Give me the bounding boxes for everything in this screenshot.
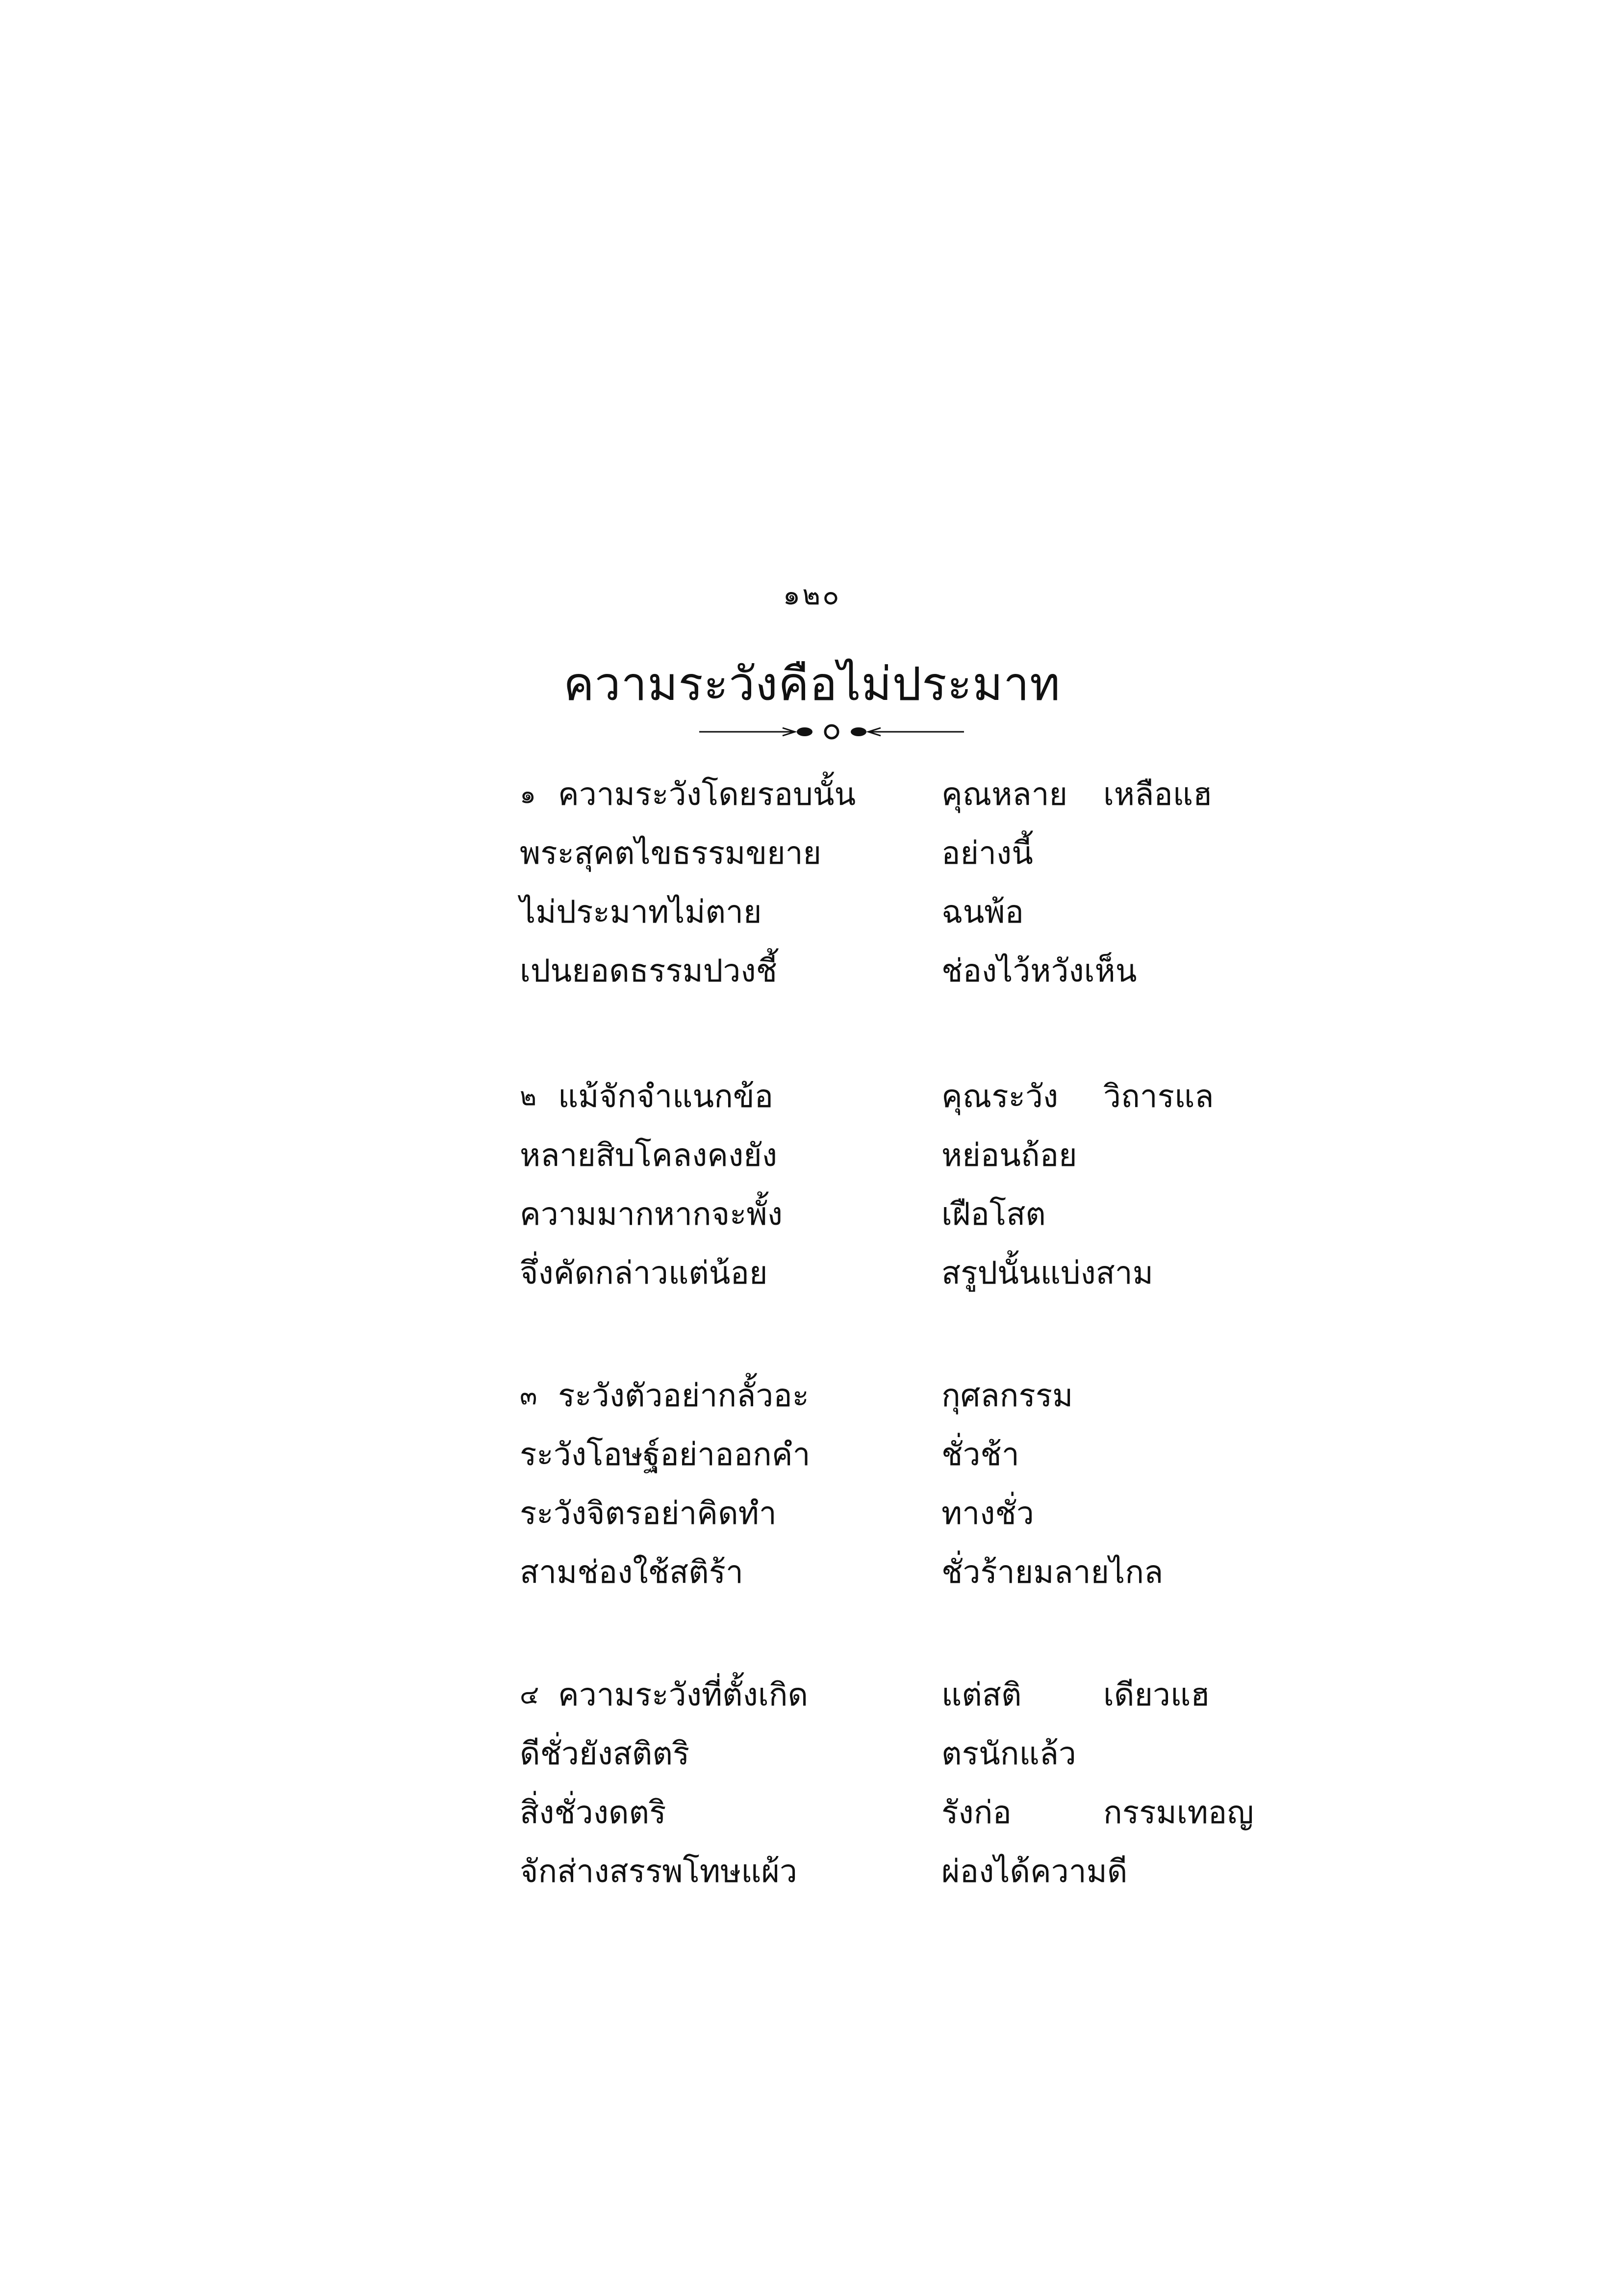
verse-line bbox=[520, 1067, 1255, 1126]
verse-line bbox=[520, 1425, 1255, 1484]
verse-right: ช่องไว้หวังเห็น bbox=[941, 953, 1137, 989]
verse-right: กุศลกรรม bbox=[941, 1378, 1073, 1414]
verse-left: ระวังโอษฐ์อย่าออกคำ bbox=[520, 1437, 811, 1473]
verse-line bbox=[520, 765, 1255, 824]
verse-line bbox=[520, 942, 1255, 1001]
verse-line bbox=[520, 1543, 1255, 1602]
stanza-number: ๔ bbox=[520, 1680, 539, 1710]
verse-left: ระวังจิตรอย่าคิดทำ bbox=[520, 1495, 777, 1532]
verse-left: สิ่งชั่วงดตริ bbox=[520, 1795, 666, 1831]
stanza-3 bbox=[520, 1366, 1255, 1602]
stanza-number: ๒ bbox=[520, 1082, 537, 1111]
verse-right: ชั่วร้ายมลายไกล bbox=[941, 1554, 1164, 1591]
page-number: ๑๒๐ bbox=[783, 579, 841, 611]
verse-line bbox=[520, 1783, 1255, 1842]
verse-left: จึ่งคัดกล่าวแต่น้อย bbox=[520, 1255, 768, 1291]
verse-right: เฝือโสต bbox=[941, 1196, 1046, 1233]
page-title: ความระวังคือไม่ประมาท bbox=[563, 658, 1061, 711]
verse-right: ผ่องได้ความดี bbox=[941, 1854, 1128, 1890]
verse-line bbox=[520, 1244, 1255, 1303]
verse-left: จักส่างสรรพโทษแผ้ว bbox=[520, 1854, 797, 1890]
verse-left: ความระวังโดยรอบนั้น bbox=[558, 776, 856, 813]
verse-right: หย่อนถ้อย bbox=[941, 1137, 1077, 1174]
verse-right: คุณระวัง bbox=[941, 1079, 1059, 1115]
verse-line bbox=[520, 1366, 1255, 1425]
stanza-4 bbox=[520, 1666, 1255, 1901]
verse-line bbox=[520, 1185, 1255, 1244]
verse-left: ความมากหากจะพั้ง bbox=[520, 1196, 783, 1233]
verse-line bbox=[520, 883, 1255, 942]
verse-right: ทางชั่ว bbox=[941, 1495, 1034, 1532]
verse-line bbox=[520, 1725, 1255, 1783]
verse-left: ไม่ประมาทไม่ตาย bbox=[520, 894, 762, 930]
verse-right: คุณหลาย bbox=[941, 776, 1068, 813]
verse-left: หลายสิบโคลงคงยัง bbox=[520, 1137, 777, 1174]
verse-left: ความระวังที่ตั้งเกิด bbox=[558, 1677, 808, 1713]
stanza-number: ๑ bbox=[520, 780, 536, 809]
verse-left: แม้จักจำแนกข้อ bbox=[558, 1079, 774, 1115]
stanza-2 bbox=[520, 1067, 1255, 1303]
verse-left: ระวังตัวอย่ากลั้วอะ bbox=[558, 1378, 810, 1414]
verse-left: สามช่องใช้สติร้า bbox=[520, 1554, 743, 1591]
verse-right: ฉนพ้อ bbox=[941, 894, 1024, 930]
stanza-1 bbox=[520, 765, 1255, 1001]
verse-right: ชั่วช้า bbox=[941, 1437, 1019, 1473]
verse-right: รังก่อ bbox=[941, 1795, 1012, 1831]
verse-right: แต่สติ bbox=[941, 1677, 1022, 1713]
verse-right: ตรนักแล้ว bbox=[941, 1736, 1076, 1772]
verse-right-end: เหลือแฮ bbox=[1103, 776, 1213, 813]
verse-line bbox=[520, 1842, 1255, 1901]
verse-left: เปนยอดธรรมปวงชี้ bbox=[520, 953, 777, 989]
verse-right-end: วิถารแล bbox=[1103, 1079, 1214, 1115]
verse-right-end: กรรมเทอญ bbox=[1103, 1795, 1254, 1831]
verse-line bbox=[520, 1484, 1255, 1543]
verse-right: อย่างนี้ bbox=[941, 835, 1033, 872]
verse-line bbox=[520, 1126, 1255, 1185]
verse-right-end: เดียวแฮ bbox=[1103, 1677, 1210, 1713]
verse-left: พระสุคตไขธรรมขยาย bbox=[520, 835, 821, 872]
verse-left: ดีชั่วยังสติตริ bbox=[520, 1736, 690, 1772]
verse-line bbox=[520, 824, 1255, 883]
verse-right: สรูปนั้นแบ่งสาม bbox=[941, 1255, 1153, 1291]
stanza-number: ๓ bbox=[520, 1381, 537, 1411]
title-ornament bbox=[699, 717, 964, 747]
verse-line bbox=[520, 1666, 1255, 1725]
